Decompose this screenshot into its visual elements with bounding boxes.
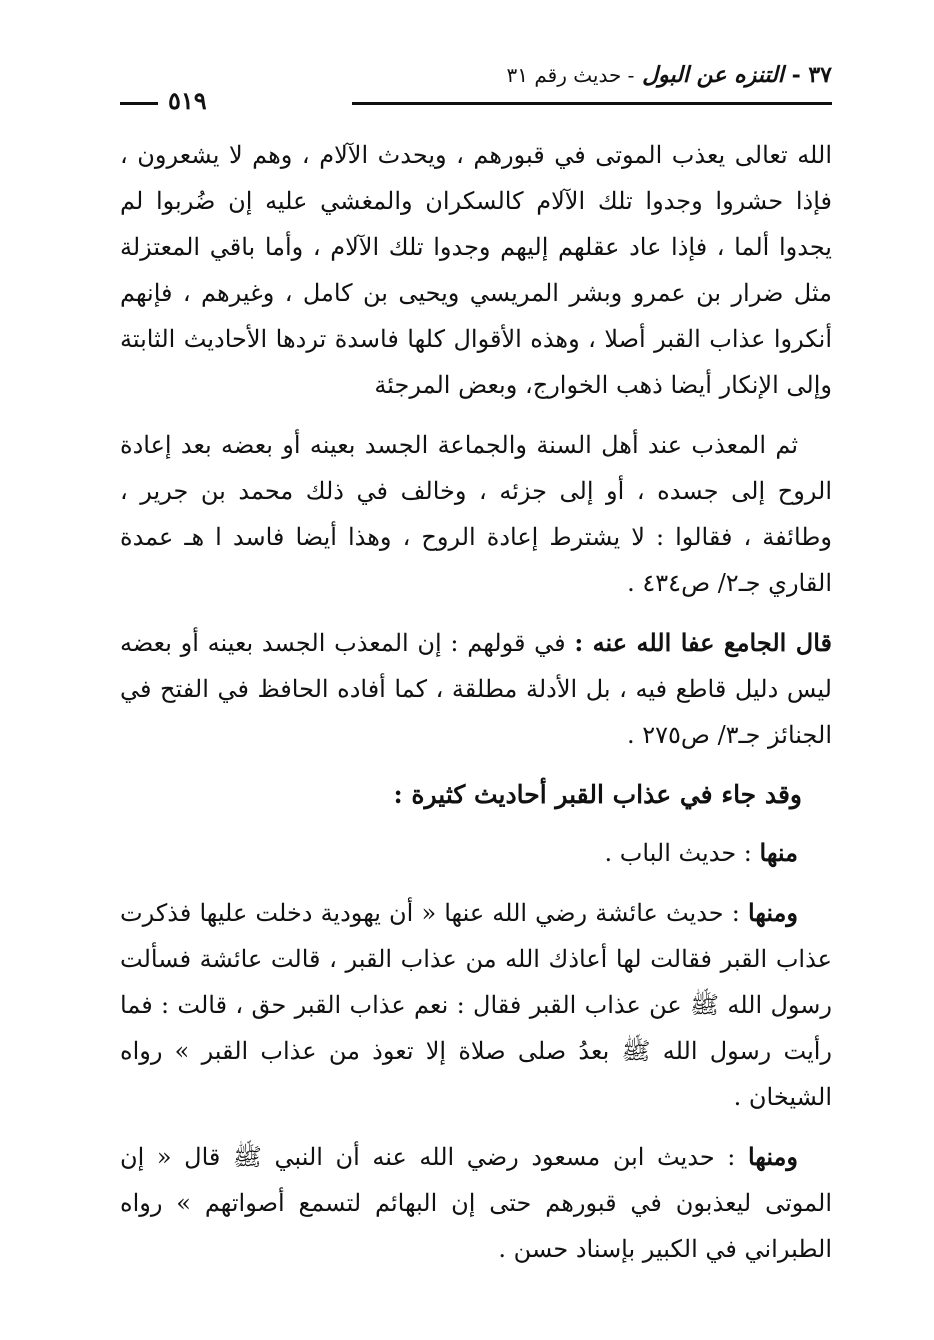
item-text-3: : حديث ابن مسعود رضي الله عنه أن النبي ﷺ قال « إن الموتى ليعذبون في قبورهم حتى إن البهائم لتسمع أصواتهم » رواه الطبراني في الكبير بإسناد حسن .: [120, 1143, 832, 1263]
paragraph-5: [120, 830, 832, 876]
page-body: [120, 132, 832, 1286]
page-header: [120, 58, 832, 128]
page-number-rule: [120, 102, 158, 105]
chapter-title: التنزه عن البول: [642, 62, 784, 88]
paragraph-6: [120, 890, 832, 1120]
page-number: ٥١٩: [168, 86, 207, 115]
paragraph-7: [120, 1134, 832, 1272]
running-head: [507, 62, 832, 88]
item-text-1: : حديث الباب .: [604, 839, 760, 867]
compiler-note-lead: قال الجامع عفا الله عنه :: [574, 628, 832, 657]
section-heading: وقد جاء في عذاب القبر أحاديث كثيرة :: [393, 780, 802, 809]
compiler-note-text: في قولهم : إن المعذب الجسد بعينه أو بعضه ليس دليل قاطع فيه ، بل الأدلة مطلقة ، كما أفاده الحافظ في الفتح في الجنائز جـ٣/ ص٢٧٥ .: [120, 629, 832, 749]
chapter-number: ٣٧ -: [791, 62, 832, 88]
item-lead-2: ومنها: [747, 898, 798, 927]
paragraph-3: [120, 620, 832, 758]
item-text-2: : حديث عائشة رضي الله عنها « أن يهودية دخلت عليها فذكرت عذاب القبر فقالت لها أعاذك الله من عذاب القبر ، قالت عائشة فسألت رسول الله ﷺ عن عذاب القبر فقال : نعم عذاب القبر حق ، قالت : فما رأيت رسول الله ﷺ بعدُ صلى صلاة إلا تعوذ من عذاب القبر » رواه الشيخان .: [120, 899, 833, 1111]
paragraph-1: الله تعالى يعذب الموتى في قبورهم ، ويحدث الآلام ، وهم لا يشعرون ، فإذا حشروا وجدوا تلك الآلام كالسكران والمغشي عليه إن ضُربوا لم يجدوا ألما ، فإذا عاد عقلهم إليهم وجدوا تلك الآلام ، وأما باقي المعتزلة مثل ضرار بن عمرو وبشر المريسي ويحيى بن كامل ، وغيرهم ، فإنهم أنكروا عذاب القبر أصلا ، وهذه الأقوال كلها فاسدة تردها الأحاديث الثابتة وإلى الإنكار أيضا ذهب الخوارج، وبعض المرجئة: [120, 141, 832, 399]
header-rule: [352, 102, 832, 105]
item-lead-1: منها: [759, 838, 798, 867]
item-lead-3: ومنها: [747, 1142, 798, 1171]
hadith-reference: - حديث رقم ٣١: [506, 63, 635, 87]
paragraph-2: ثم المعذب عند أهل السنة والجماعة الجسد بعينه أو بعضه بعد إعادة الروح إلى جسده ، أو إلى جزئه ، وخالف في ذلك محمد بن جرير ، وطائفة ، فقالوا : لا يشترط إعادة الروح ، وهذا أيضا فاسد ا هـ عمدة القاري جـ٢/ ص٤٣٤ .: [120, 431, 832, 597]
